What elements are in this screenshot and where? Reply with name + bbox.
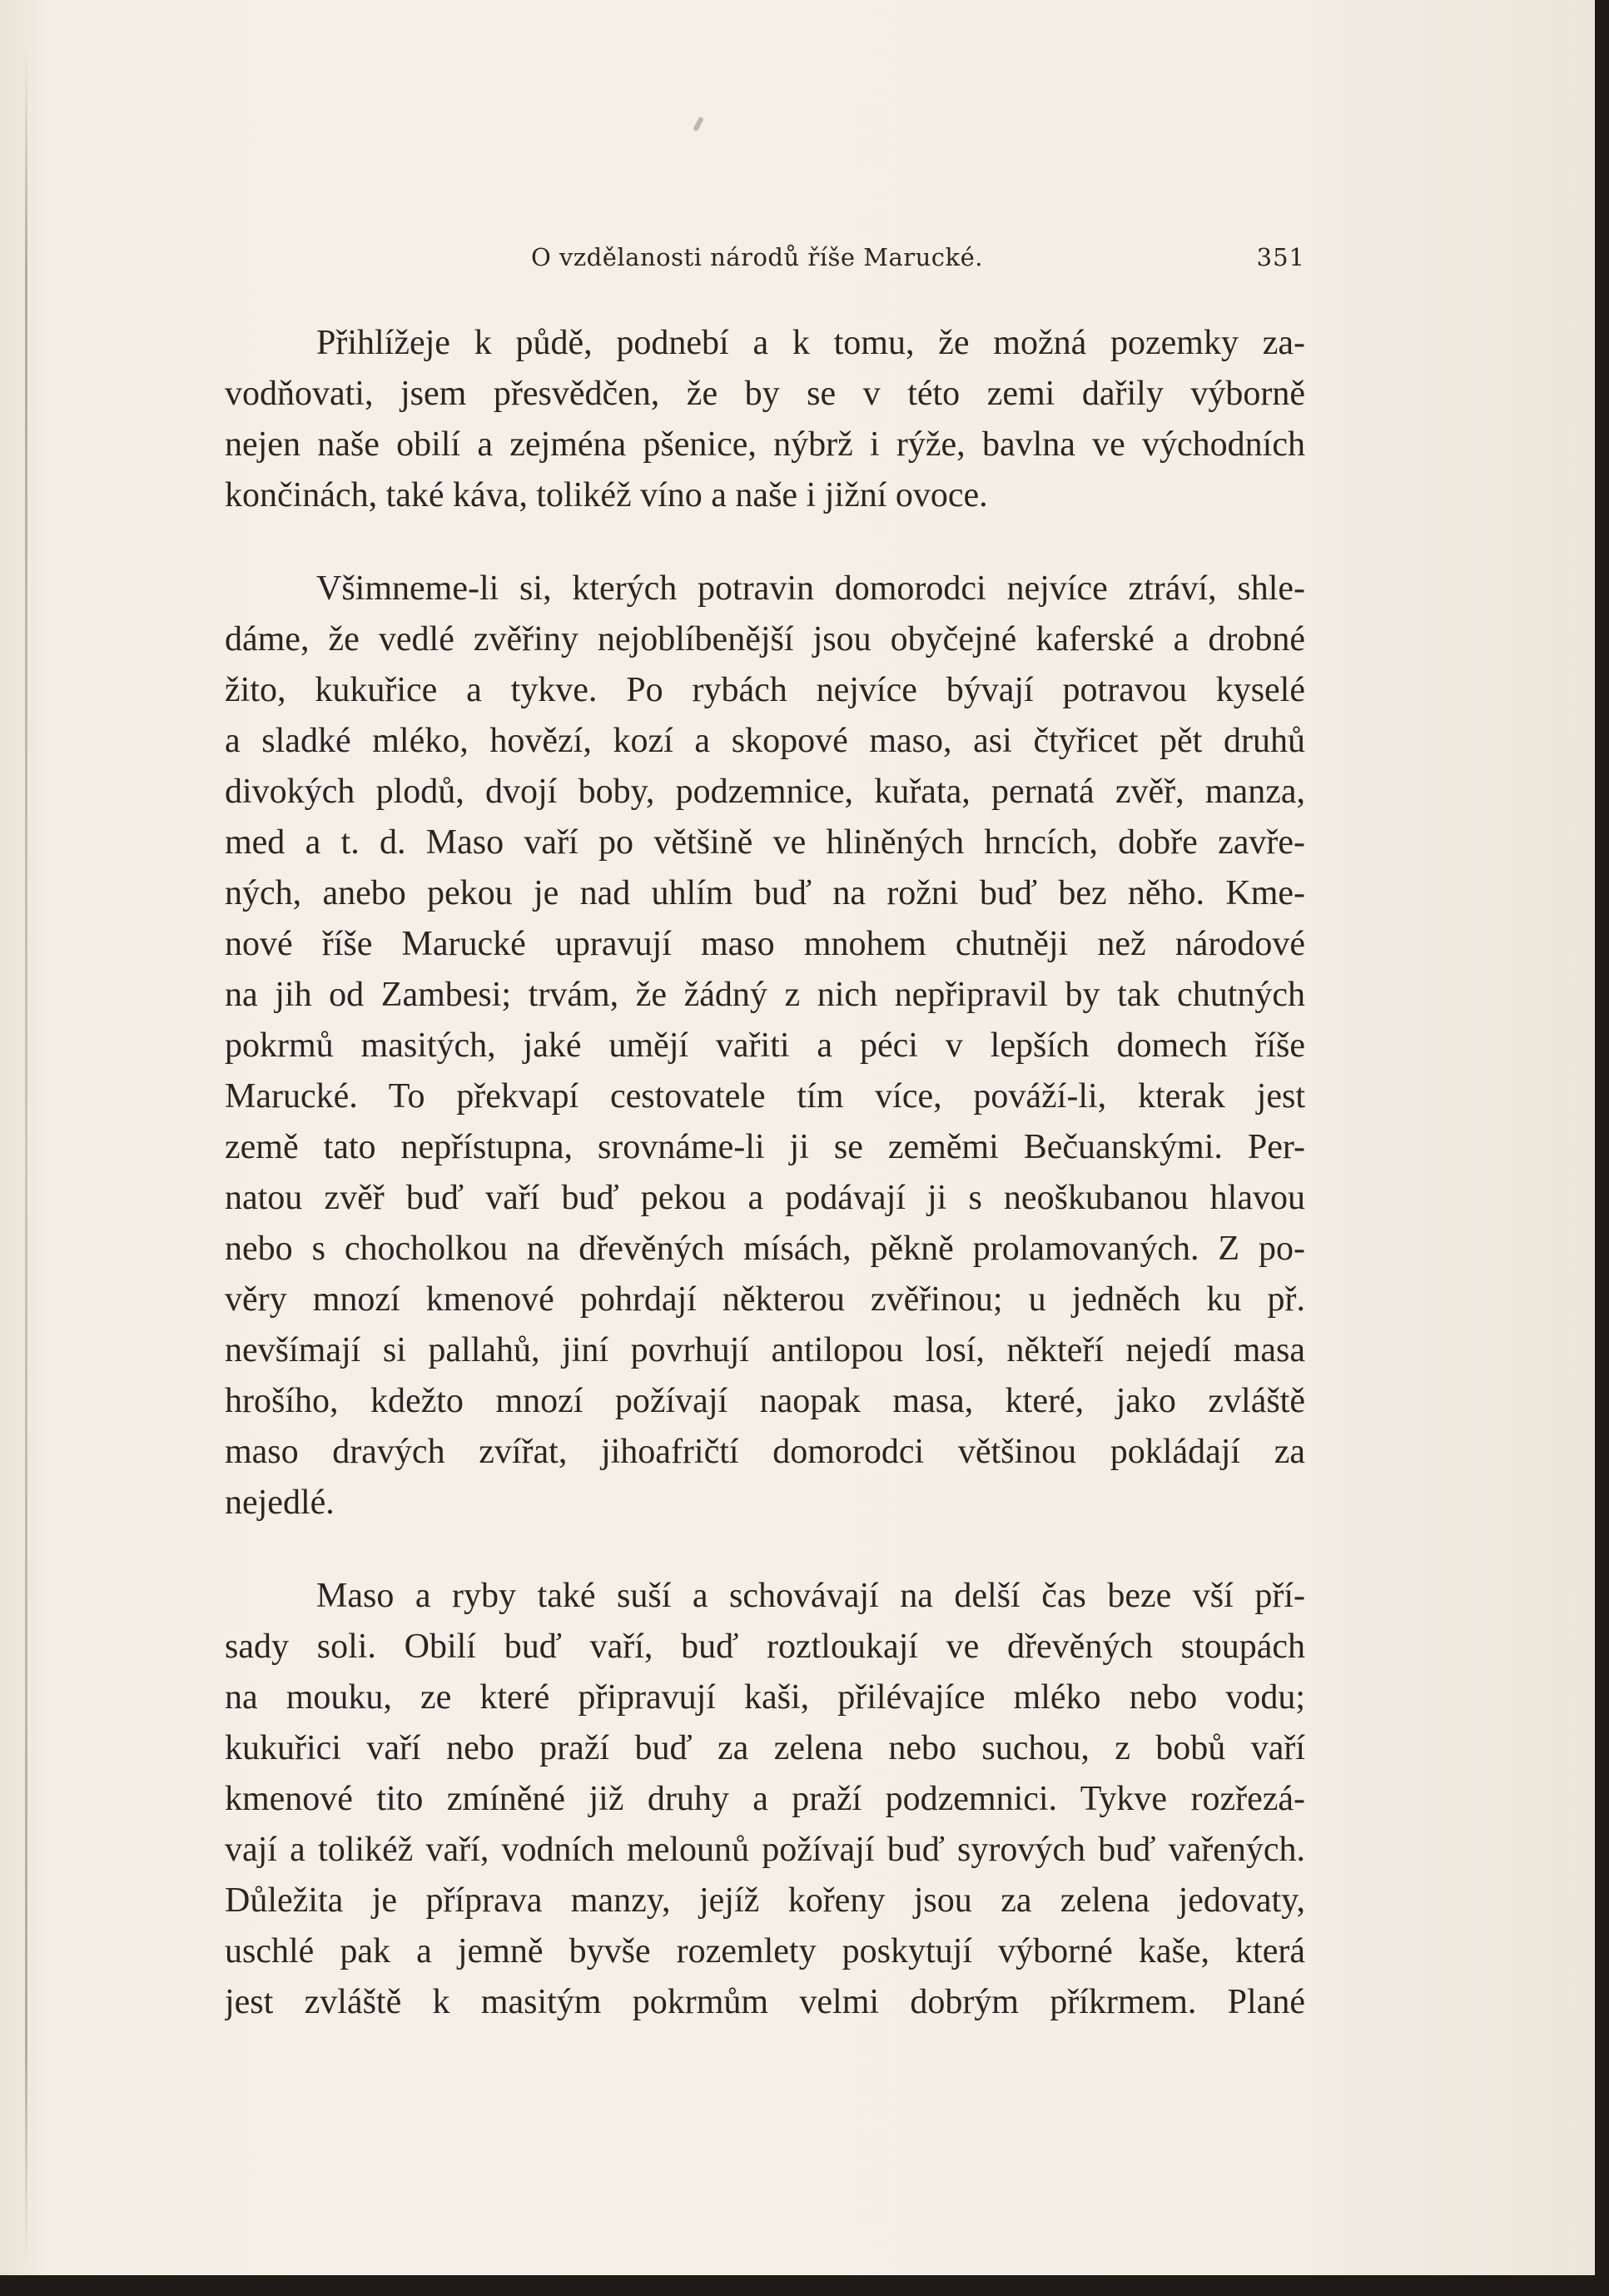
text-line: hrošího, kdežto mnozí požívají naopak masa, které, jako zvláště	[225, 1382, 1305, 1420]
text-line: divokých plodů, dvojí boby, podzemnice, kuřata, pernatá zvěř, manza,	[225, 773, 1305, 811]
text-line: na jih od Zambesi; trvám, že žádný z nich nepřipravil by tak chutných	[225, 976, 1305, 1014]
text-line: Maso a ryby také suší a schovávají na delší čas beze vší pří-	[316, 1577, 1305, 1615]
text-line: sady soli. Obilí buď vaří, buď roztloukají ve dřevěných stoupách	[225, 1628, 1305, 1666]
paragraph-2	[225, 564, 1305, 1528]
text-line: nejedlé.	[225, 1483, 335, 1522]
text-line: ných, anebo pekou je nad uhlím buď na rožni buď bez něho. Kme-	[225, 874, 1305, 912]
paragraph-1	[225, 318, 1305, 521]
text-line: končinách, také káva, tolikéž víno a naše i jižní ovoce.	[225, 476, 988, 514]
text-line: nebo s chocholkou na dřevěných mísách, pěkně prolamovaných. Z po-	[225, 1230, 1305, 1268]
text-line: žito, kukuřice a tykve. Po rybách nejvíce bývají potravou kyselé	[225, 671, 1305, 709]
text-line: pokrmů masitých, jaké umějí vařiti a péci v lepších domech říše	[225, 1026, 1305, 1065]
text-line: věry mnozí kmenové pohrdají některou zvěřinou; u jedněch ku př.	[225, 1280, 1305, 1319]
text-line: nové říše Marucké upravují maso mnohem chutněji než národové	[225, 925, 1305, 963]
text-line: vají a tolikéž vaří, vodních melounů požívají buď syrových buď vařených.	[225, 1831, 1305, 1869]
paragraph-3	[225, 1571, 1305, 2028]
body-text	[225, 318, 1305, 2070]
text-line: nevšímají si pallahů, jiní povrhují antilopou losí, někteří nejedí masa	[225, 1331, 1305, 1369]
text-line: kmenové tito zmíněné již druhy a praží podzemnici. Tykve rozřezá-	[225, 1780, 1305, 1818]
text-line: Důležita je příprava manzy, jejíž kořeny jsou za zelena jedovaty,	[225, 1881, 1305, 1920]
page-binding-edge	[25, 50, 27, 2264]
text-line: země tato nepřístupna, srovnáme-li ji se zeměmi Bečuanskými. Per-	[225, 1128, 1305, 1166]
text-line: a sladké mléko, hovězí, kozí a skopové maso, asi čtyřicet pět druhů	[225, 722, 1305, 760]
pencil-mark	[693, 117, 704, 132]
text-line: vodňovati, jsem přesvědčen, že by se v této zemi dařily výborně	[225, 375, 1305, 413]
text-line: kukuřici vaří nebo praží buď za zelena nebo suchou, z bobů vaří	[225, 1729, 1305, 1767]
text-line: Marucké. To překvapí cestovatele tím více, pováží-li, kterak jest	[225, 1077, 1305, 1116]
running-header	[531, 240, 1305, 276]
text-line: jest zvláště k masitým pokrmům velmi dobrým příkrmem. Plané	[225, 1983, 1305, 2021]
text-line: natou zvěř buď vaří buď pekou a podávají ji s neoškubanou hlavou	[225, 1179, 1305, 1217]
text-line: uschlé pak a jemně byvše rozemlety poskytují výborné kaše, která	[225, 1932, 1305, 1970]
text-line: maso dravých zvířat, jihoafričtí domorodci většinou pokládají za	[225, 1433, 1305, 1471]
running-title: O vzdělanosti národů říše Marucké.	[531, 243, 983, 271]
text-line: dáme, že vedlé zvěřiny nejoblíbenější jsou obyčejné kaferské a drobné	[225, 620, 1305, 658]
page-number: 351	[1256, 243, 1305, 271]
text-line: med a t. d. Maso vaří po většině ve hliněných hrncích, dobře zavře-	[225, 823, 1305, 862]
text-line: na mouku, ze které připravují kaši, přilévajíce mléko nebo vodu;	[225, 1678, 1305, 1717]
text-line: Přihlížeje k půdě, podnebí a k tomu, že možná pozemky za-	[316, 324, 1305, 362]
text-line: nejen naše obilí a zejména pšenice, nýbrž i rýže, bavlna ve východních	[225, 425, 1305, 464]
text-line: Všimneme-li si, kterých potravin domorodci nejvíce ztráví, shle-	[316, 569, 1305, 608]
